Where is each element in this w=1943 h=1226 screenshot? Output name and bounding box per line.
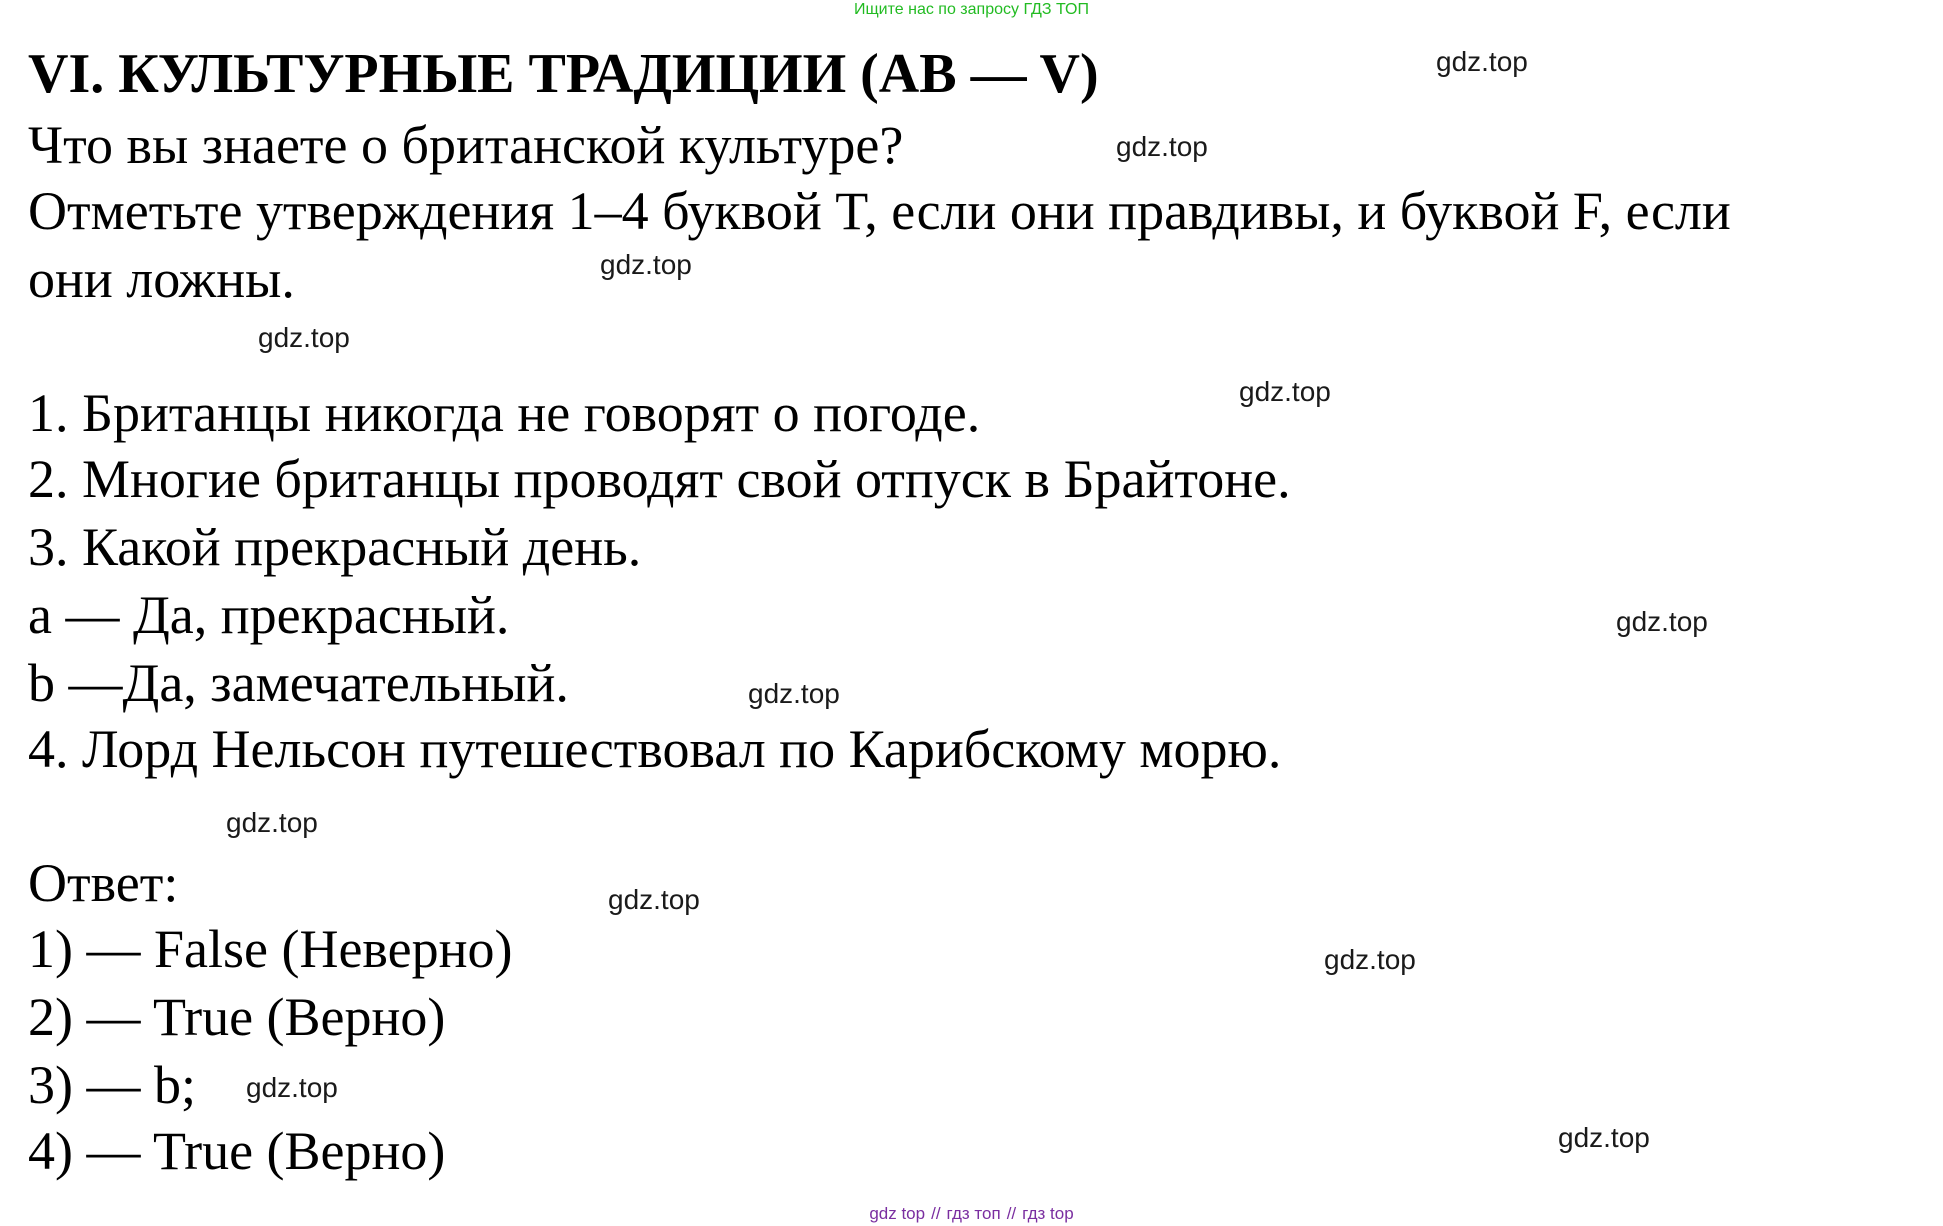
footer-link-gdz-top-ru[interactable]: гдз топ — [946, 1204, 1001, 1223]
statement-4: 4. Лорд Нельсон путешествовал по Карибскому морю. — [28, 719, 1282, 779]
statement-1: 1. Британцы никогда не говорят о погоде. — [28, 383, 981, 443]
watermark: gdz.top — [1558, 1122, 1650, 1153]
watermark: gdz.top — [1116, 131, 1208, 162]
watermark: gdz.top — [1436, 46, 1528, 77]
watermark: gdz.top — [1616, 606, 1708, 637]
answer-3: 3) — b; — [28, 1055, 196, 1115]
footer-links — [0, 1204, 1943, 1224]
top-banner[interactable]: Ищите нас по запросу ГДЗ ТОП — [854, 1, 1089, 18]
statement-3: 3. Какой прекрасный день. — [28, 517, 642, 577]
answer-1: 1) — False (Неверно) — [28, 919, 513, 979]
answer-2: 2) — True (Верно) — [28, 987, 446, 1047]
answer-4: 4) — True (Верно) — [28, 1121, 446, 1181]
statement-3-option-b: b —Да, замечательный. — [28, 653, 569, 713]
footer-separator: // — [931, 1204, 941, 1223]
watermark: gdz.top — [608, 884, 700, 915]
section-heading: VI. КУЛЬТУРНЫЕ ТРАДИЦИИ (AB — V) — [28, 43, 1099, 105]
instruction-line-2: они ложны. — [28, 249, 295, 309]
instruction-line-1: Отметьте утверждения 1–4 буквой T, если они правдивы, и буквой F, если — [28, 181, 1731, 241]
watermark: gdz.top — [258, 322, 350, 353]
watermark: gdz.top — [748, 678, 840, 709]
watermark: gdz.top — [1239, 376, 1331, 407]
footer-link-gdz-top[interactable]: gdz top — [869, 1204, 926, 1223]
question-text: Что вы знаете о британской культуре? — [28, 115, 904, 175]
watermark: gdz.top — [246, 1072, 338, 1103]
answer-label: Ответ: — [28, 853, 179, 913]
footer-separator: // — [1006, 1204, 1017, 1223]
watermark: gdz.top — [1324, 944, 1416, 975]
footer-link-gdz-top-mixed[interactable]: гдз top — [1022, 1204, 1074, 1223]
statement-3-option-a: a — Да, прекрасный. — [28, 585, 510, 645]
watermark: gdz.top — [226, 807, 318, 838]
watermark: gdz.top — [600, 249, 692, 280]
statement-2: 2. Многие британцы проводят свой отпуск в Брайтоне. — [28, 449, 1291, 509]
